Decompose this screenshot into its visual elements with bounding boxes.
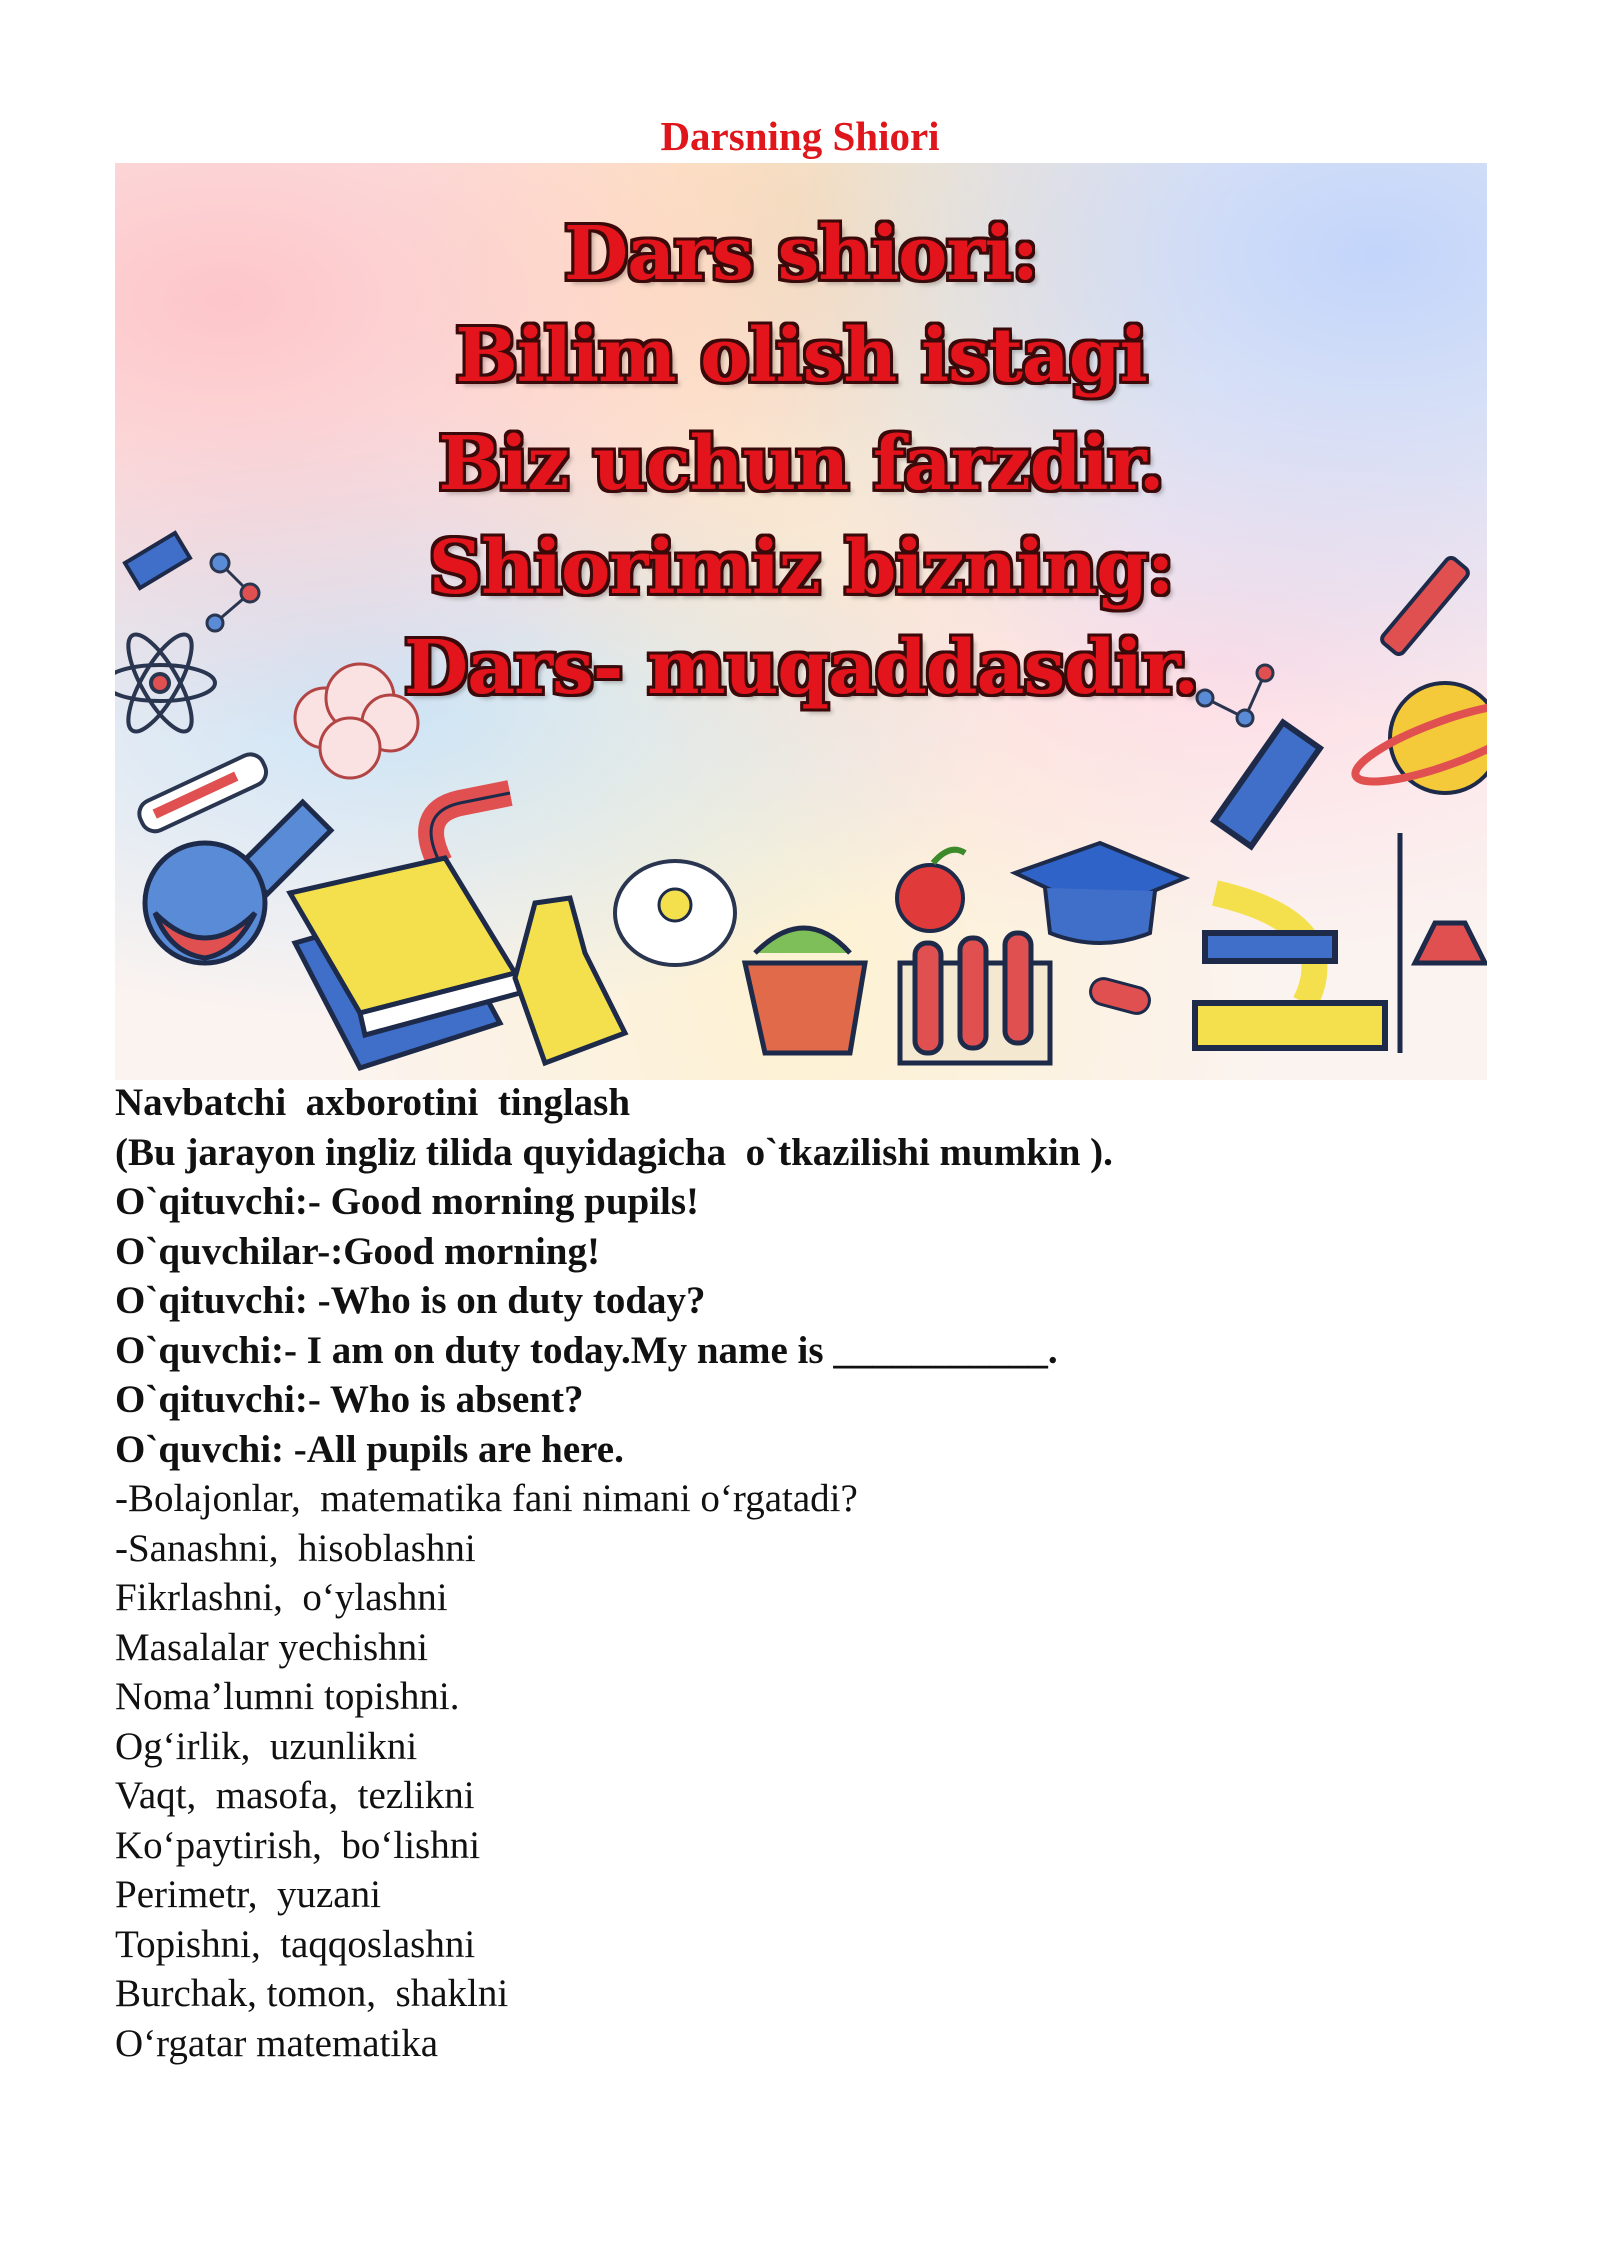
stand-flask-icon bbox=[1400, 833, 1485, 1053]
dialogue-line: O`qituvchi: -Who is on duty today? bbox=[115, 1279, 706, 1322]
poem-line: Vaqt, masofa, tezlikni bbox=[115, 1774, 475, 1817]
magnet-icon bbox=[431, 793, 510, 863]
erlenmeyer-flask-icon bbox=[515, 898, 625, 1063]
dialogue-line: O`quvchi:- I am on duty today.My name is ___________. bbox=[115, 1328, 1058, 1372]
dialogue-line: (Bu jarayon ingliz tilida quyidagicha o`tkazilishi mumkin ). bbox=[115, 1130, 1113, 1174]
pill-icon bbox=[1088, 976, 1153, 1017]
dialogue-line: O`qituvchi:- Good morning pupils! bbox=[115, 1180, 700, 1223]
lesson-dialogue bbox=[115, 1078, 1515, 2068]
poem-line: Topishni, taqqoslashni bbox=[115, 1922, 476, 1966]
poem-line: Burchak, tomon, shaklni bbox=[115, 1972, 509, 2015]
slogan-line: Bilim olish istagi bbox=[455, 313, 1147, 399]
slogan-line: Shiorimiz bizning: bbox=[428, 525, 1174, 611]
dialogue-line: O`quvchi: -All pupils are here. bbox=[115, 1427, 624, 1471]
poem-line: Noma’lumni topishni. bbox=[115, 1675, 460, 1718]
poem-line: Masalalar yechishni bbox=[115, 1625, 428, 1669]
poem-line: -Sanashni, hisoblashni bbox=[115, 1526, 476, 1570]
apple-icon bbox=[897, 850, 965, 931]
slogan-line: Dars shiori: bbox=[564, 211, 1038, 297]
poem-line: Ko‘paytirish, bo‘lishni bbox=[115, 1823, 481, 1867]
slogan-line: Dars- muqaddasdir. bbox=[404, 625, 1198, 711]
thermometer-icon bbox=[135, 750, 271, 836]
poem-line: Fikrlashni, o‘ylashni bbox=[115, 1576, 448, 1619]
book-stack-icon bbox=[290, 858, 520, 1068]
test-tubes-icon bbox=[900, 933, 1050, 1063]
plant-pot-icon bbox=[745, 928, 865, 1053]
dialogue-line: O`quvchilar-:Good morning! bbox=[115, 1229, 600, 1273]
graduation-cap-icon bbox=[1015, 843, 1185, 943]
poem-line: Perimetr, yuzani bbox=[115, 1873, 381, 1916]
section-heading: Navbatchi axborotini tinglash bbox=[115, 1081, 631, 1124]
science-illustration bbox=[115, 163, 1487, 1080]
slogan-line: Biz uchun farzdir. bbox=[438, 421, 1164, 507]
document-title: Darsning Shiori bbox=[660, 113, 940, 159]
lightbulb-icon bbox=[615, 861, 735, 965]
slogan-banner bbox=[115, 163, 1487, 1080]
poem-line: -Bolajonlar, matematika fani nimani o‘rgatadi? bbox=[115, 1477, 858, 1520]
dialogue-line: O`qituvchi:- Who is absent? bbox=[115, 1378, 584, 1421]
poem-line: Og‘irlik, uzunlikni bbox=[115, 1724, 418, 1768]
poem-line: O‘rgatar matematika bbox=[115, 2021, 439, 2065]
